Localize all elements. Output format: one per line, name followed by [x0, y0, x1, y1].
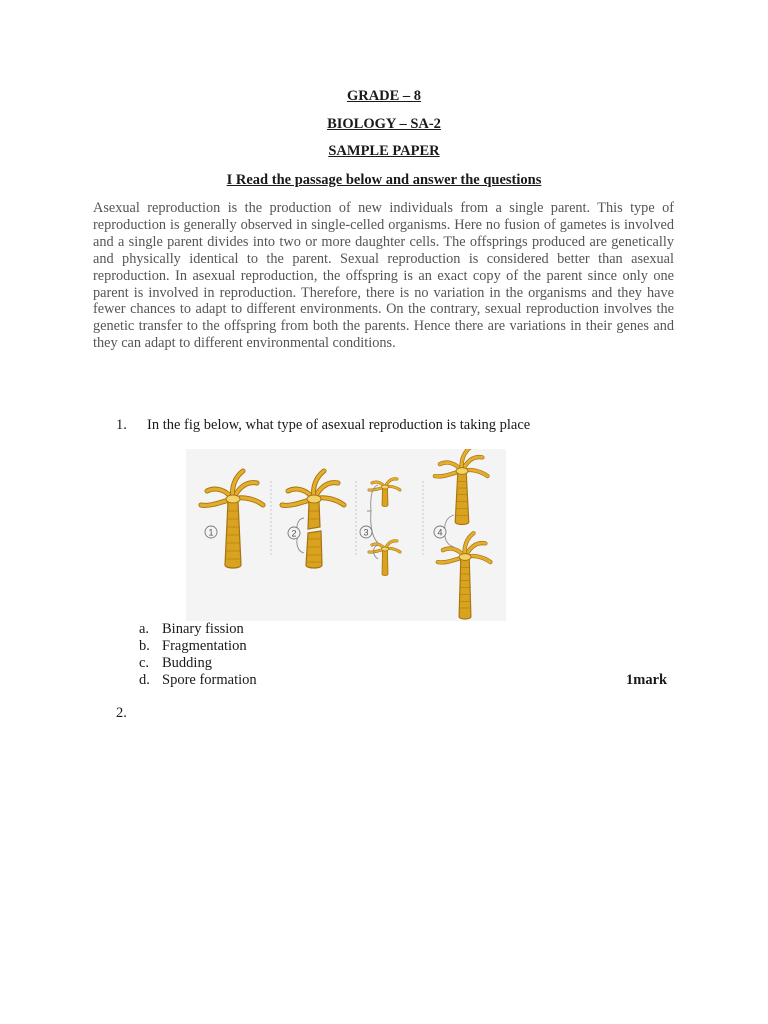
question-1-text: In the fig below, what type of asexual reproduction is taking place: [147, 417, 531, 433]
hydra-stage-1: [201, 471, 263, 568]
grade-heading: GRADE – 8: [346, 88, 422, 104]
stage-label-1: 1: [208, 527, 214, 538]
hydra-stage-2: [282, 471, 344, 568]
paper-heading: SAMPLE PAPER: [328, 143, 440, 159]
option-text: Binary fission: [162, 621, 244, 637]
section-instruction: I Read the passage below and answer the questions: [226, 172, 542, 188]
stage-label-4: 4: [437, 527, 443, 538]
option-letter: a.: [139, 621, 150, 637]
subject-heading: BIOLOGY – SA-2: [327, 116, 441, 132]
option-letter: d.: [139, 672, 150, 688]
hydra-stage-3: [360, 479, 400, 576]
stage-label-3: 3: [363, 527, 369, 538]
option-text: Spore formation: [162, 672, 257, 688]
question-1-marks: 1mark: [626, 672, 668, 688]
option-text: Fragmentation: [162, 638, 247, 654]
option-letter: c.: [139, 655, 150, 671]
hydra-fragmentation-figure: [186, 449, 506, 621]
question-2-number: 2.: [116, 705, 127, 721]
hydra-stage-4: [434, 449, 491, 619]
reading-passage: Asexual reproduction is the production of new individuals from a single parent. This type of reproduction is generally observed in single-celled organisms. Here no fusion of gametes is involved and a single parent divides into two or more daughter cells. The offsprings produced are genetically and physically identical to the parent. Sexual reproduction is considered better than asexual reproduction. In asexual reproduction, the offspring is an exact copy of the parent since only one parent is involved in reproduction. Therefore, there is no variation in the organisms and they have fewer chances to adapt to different environments. On the contrary, sexual reproduction involves the genetic transfer to the offspring from both the parents. Hence there are variations in their genes and they can adapt to different environmental conditions.: [93, 200, 674, 352]
question-1-number: 1.: [116, 417, 127, 433]
hydra-illustration: [186, 449, 506, 621]
option-letter: b.: [139, 638, 150, 654]
option-text: Budding: [162, 655, 212, 671]
stage-label-2: 2: [291, 528, 297, 539]
